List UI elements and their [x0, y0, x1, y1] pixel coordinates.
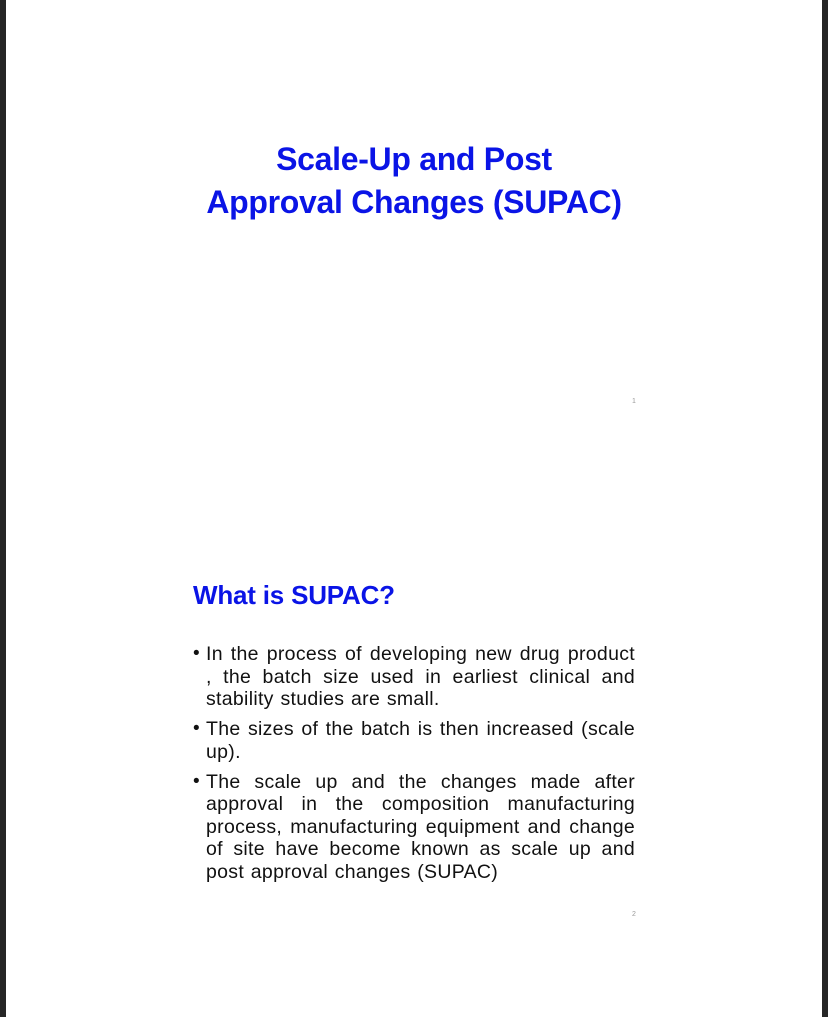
- slide-1-title-line-1: Scale-Up and Post: [276, 141, 552, 177]
- slide-2-heading: What is SUPAC?: [193, 580, 395, 610]
- slide-2-bullet-list: [193, 643, 635, 891]
- bullet-dot-icon: •: [193, 643, 200, 664]
- bullet-dot-icon: •: [193, 718, 200, 739]
- bullet-text-2: The sizes of the batch is then increased (scale up).: [206, 718, 635, 763]
- document-page: [6, 0, 822, 1017]
- bullet-text-3: The scale up and the changes made after approval in the composition manufacturing process, manufacturing equipment and change of site have become known as scale up and post approval changes (SUPAC): [206, 770, 635, 883]
- slide-1-page-number: 1: [632, 398, 636, 405]
- slide-1-title-line-2: Approval Changes (SUPAC): [206, 184, 622, 220]
- bullet-item-1: [193, 643, 635, 711]
- slide-1-title: [6, 138, 822, 224]
- bullet-item-2: [193, 718, 635, 763]
- slide-2-page-number: 2: [632, 911, 636, 918]
- bullet-item-3: [193, 771, 635, 884]
- bullet-dot-icon: •: [193, 770, 200, 792]
- bullet-text-1: In the process of developing new drug product , the batch size used in earliest clinical and stability studies are small.: [206, 643, 635, 710]
